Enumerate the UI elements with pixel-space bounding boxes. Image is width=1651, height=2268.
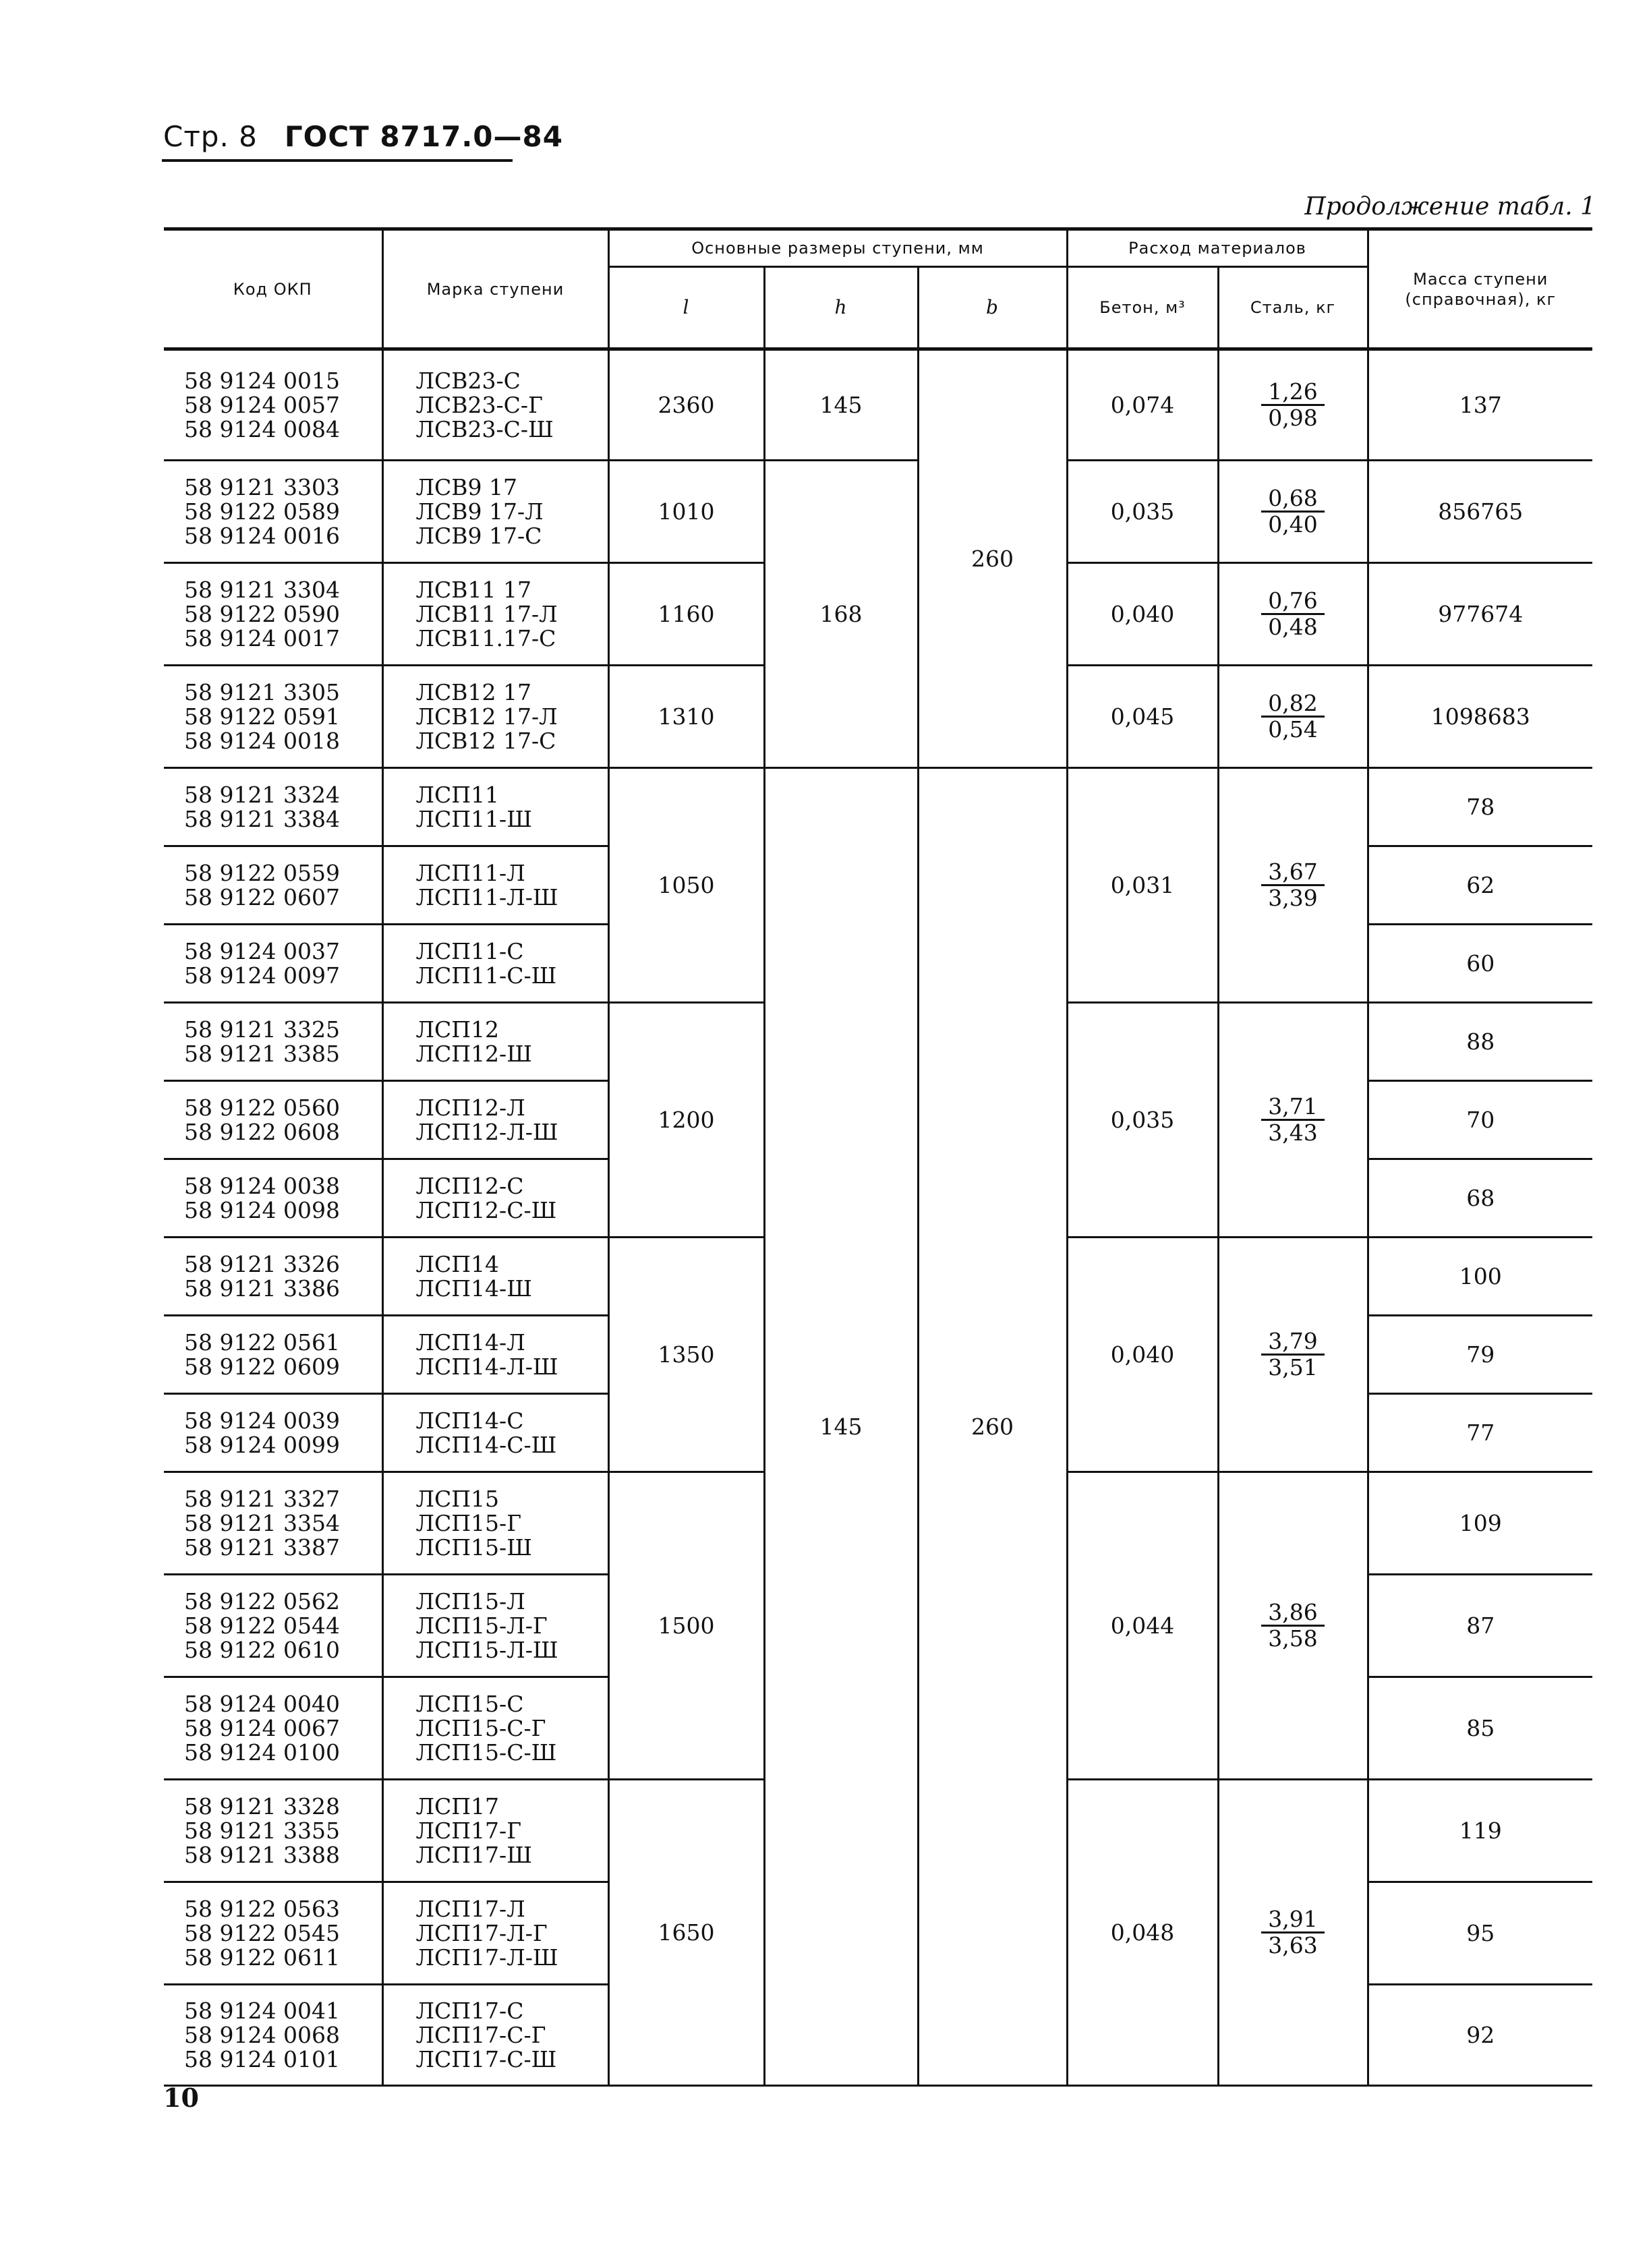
mass-cell: [1368, 349, 1592, 461]
step-mark: ЛСП17-С-Ш: [415, 2045, 557, 2072]
mass-cell: [1368, 1081, 1592, 1159]
okp-code: 58 9124 0099: [184, 1431, 340, 1458]
okp-code: 58 9122 0559: [184, 859, 340, 886]
step-mark: ЛСП12: [415, 1016, 500, 1043]
okp-code: 58 9122 0545: [184, 1919, 340, 1946]
step-mark-cell: [382, 1238, 608, 1316]
steel-fraction: [1261, 589, 1324, 639]
okp-code-cell: [164, 1985, 382, 2086]
header-dim-h: h: [764, 267, 918, 349]
okp-code: 58 9121 3386: [184, 1275, 340, 1302]
concrete-cell-value: 0,044: [1110, 1612, 1175, 1639]
mass-value: 85: [1438, 498, 1467, 525]
step-mark: ЛСП11-Л: [415, 859, 525, 886]
mass-cell: [1368, 925, 1592, 1003]
dim-b-cell-value: 260: [971, 1413, 1014, 1440]
concrete-cell: [1067, 461, 1218, 563]
header-main-dimensions: Основные размеры ступени, мм: [608, 229, 1067, 267]
okp-code: 58 9124 0018: [184, 727, 340, 754]
okp-code: 58 9121 3385: [184, 1040, 340, 1067]
mass-cell: [1368, 1159, 1592, 1238]
mass-value: 88: [1466, 1028, 1495, 1055]
mass-value: 76: [1466, 600, 1495, 627]
steel-cell: [1218, 1472, 1368, 1780]
okp-code: 58 9121 3326: [184, 1250, 340, 1277]
step-mark: ЛСВ12 17-С: [415, 727, 556, 754]
step-mark: ЛСП17-Ш: [415, 1841, 532, 1868]
table-row: [164, 461, 1592, 563]
okp-code: 58 9124 0100: [184, 1739, 340, 1766]
step-mark: ЛСП14-Ш: [415, 1275, 532, 1302]
okp-code-cell: [164, 563, 382, 666]
steel-numerator: 3,71: [1261, 1095, 1324, 1121]
mass-cell: [1368, 1780, 1592, 1882]
concrete-cell: [1067, 1003, 1218, 1238]
okp-code: 58 9124 0039: [184, 1407, 340, 1434]
okp-code: 58 9122 0590: [184, 600, 340, 627]
okp-code: 58 9122 0607: [184, 883, 340, 910]
step-mark: ЛСП15-Г: [415, 1509, 522, 1536]
okp-code: 58 9122 0563: [184, 1895, 340, 1922]
okp-code-cell: [164, 349, 382, 461]
okp-code-cell: [164, 1159, 382, 1238]
okp-code: 58 9124 0015: [184, 367, 340, 394]
step-mark: ЛСП17-Г: [415, 1817, 522, 1844]
step-mark-cell: [382, 1316, 608, 1394]
mass-value: 65: [1495, 498, 1524, 525]
steel-numerator: 3,91: [1261, 1907, 1324, 1933]
mass-value: 109: [1430, 703, 1474, 730]
okp-code: 58 9121 3355: [184, 1817, 340, 1844]
okp-code: 58 9124 0084: [184, 415, 340, 442]
dim-l-cell-value: 2360: [658, 391, 715, 418]
table-body: [164, 349, 1592, 2086]
concrete-cell: [1067, 768, 1218, 1003]
step-mark-cell: [382, 349, 608, 461]
step-mark-cell: [382, 846, 608, 925]
header-rule: [162, 159, 513, 162]
steel-fraction: [1261, 1329, 1324, 1380]
step-mark-cell: [382, 1159, 608, 1238]
mass-cell: [1368, 1238, 1592, 1316]
header-step-mark: Марка ступени: [382, 229, 608, 349]
mass-value: 109: [1459, 1509, 1502, 1536]
step-mark: ЛСВ11 17: [415, 576, 532, 603]
mass-cell: [1368, 461, 1592, 563]
mass-cell: [1368, 1882, 1592, 1985]
okp-code: 58 9122 0561: [184, 1329, 340, 1356]
step-mark: ЛСП17-Л: [415, 1895, 525, 1922]
mass-value: 74: [1495, 600, 1524, 627]
mass-cell: [1368, 1677, 1592, 1780]
step-mark: ЛСП11: [415, 781, 500, 808]
okp-code: 58 9121 3388: [184, 1841, 340, 1868]
dim-b-cell: [918, 768, 1067, 2086]
step-mark-cell: [382, 1575, 608, 1677]
step-mark-cell: [382, 1780, 608, 1882]
dim-h-cell-value: 145: [819, 1413, 863, 1440]
header-mass: Масса ступени (справочная), кг: [1368, 229, 1592, 349]
steel-numerator: 3,86: [1261, 1600, 1324, 1627]
dim-l-cell: [608, 349, 764, 461]
okp-code: 58 9122 0560: [184, 1094, 340, 1121]
dim-l-cell-value: 1160: [658, 600, 715, 627]
step-mark: ЛСП15-Л: [415, 1588, 525, 1615]
steel-numerator: 0,82: [1261, 691, 1324, 718]
okp-code: 58 9122 0544: [184, 1612, 340, 1639]
step-mark: ЛСВ9 17-С: [415, 522, 542, 549]
step-mark: ЛСП11-С-Ш: [415, 962, 557, 989]
steel-cell: [1218, 1780, 1368, 2086]
dim-l-cell: [608, 666, 764, 768]
step-mark: ЛСП11-Ш: [415, 805, 532, 832]
step-mark-cell: [382, 1003, 608, 1081]
step-mark: ЛСП12-Л: [415, 1094, 525, 1121]
step-mark: ЛСП14-С-Ш: [415, 1431, 557, 1458]
mass-cell: [1368, 1985, 1592, 2086]
step-mark-cell: [382, 1472, 608, 1575]
table-row: [164, 349, 1592, 461]
okp-code: 58 9121 3305: [184, 678, 340, 705]
okp-code: 58 9121 3384: [184, 805, 340, 832]
concrete-cell-value: 0,035: [1110, 498, 1175, 525]
step-mark: ЛСП11-Л-Ш: [415, 883, 558, 910]
steel-numerator: 1,26: [1261, 380, 1324, 406]
steel-denominator: 3,39: [1268, 885, 1318, 911]
mass-cell: [1368, 563, 1592, 666]
step-mark-cell: [382, 1882, 608, 1985]
concrete-cell: [1067, 1780, 1218, 2086]
dim-b-cell-value: 260: [971, 545, 1014, 572]
steel-denominator: 0,48: [1268, 614, 1318, 640]
concrete-cell: [1067, 349, 1218, 461]
mass-value: 67: [1466, 498, 1495, 525]
step-mark: ЛСВ11.17-С: [415, 624, 556, 651]
mass-value: 60: [1466, 950, 1495, 977]
steel-denominator: 3,43: [1268, 1120, 1318, 1146]
mass-value: 70: [1466, 1106, 1495, 1133]
okp-code-cell: [164, 846, 382, 925]
okp-code: 58 9121 3328: [184, 1793, 340, 1820]
okp-code: 58 9121 3303: [184, 473, 340, 500]
okp-code-cell: [164, 1003, 382, 1081]
okp-code-cell: [164, 1081, 382, 1159]
steel-numerator: 3,67: [1261, 860, 1324, 886]
okp-code: 58 9124 0037: [184, 937, 340, 964]
okp-code-cell: [164, 666, 382, 768]
mass-value: 85: [1466, 1714, 1495, 1741]
step-mark: ЛСВ11 17-Л: [415, 600, 558, 627]
okp-code-cell: [164, 1677, 382, 1780]
step-mark: ЛСП15-Ш: [415, 1534, 532, 1561]
mass-value: 68: [1466, 1184, 1495, 1211]
step-mark: ЛСП17-С-Г: [415, 2021, 546, 2048]
document-number: ГОСТ 8717.0—84: [284, 120, 563, 153]
mass-value: 92: [1466, 2021, 1495, 2048]
step-mark: ЛСП15-Л-Г: [415, 1612, 548, 1639]
mass-value: 137: [1459, 391, 1502, 418]
step-mark: ЛСВ23-С-Ш: [415, 415, 554, 442]
step-mark: ЛСВ12 17: [415, 678, 532, 705]
concrete-cell-value: 0,045: [1110, 703, 1175, 730]
dim-l-cell: [608, 1472, 764, 1780]
dim-b-cell: [918, 349, 1067, 768]
step-mark-cell: [382, 925, 608, 1003]
steel-fraction: [1261, 486, 1324, 537]
step-mark: ЛСП14: [415, 1250, 500, 1277]
steel-cell: [1218, 349, 1368, 461]
okp-code-cell: [164, 1472, 382, 1575]
steel-fraction: [1261, 860, 1324, 910]
dim-l-cell: [608, 563, 764, 666]
steel-denominator: 0,98: [1268, 405, 1318, 431]
mass-cell: [1368, 1316, 1592, 1394]
step-mark: ЛСВ12 17-Л: [415, 703, 558, 730]
step-mark: ЛСП15-С-Ш: [415, 1739, 557, 1766]
header-dim-l: l: [608, 267, 764, 349]
step-mark: ЛСВ23-С-Г: [415, 391, 543, 418]
mass-cell: [1368, 1472, 1592, 1575]
page-header: [163, 120, 563, 153]
mass-cell: [1368, 1003, 1592, 1081]
concrete-cell: [1067, 563, 1218, 666]
dim-h-cell: [764, 461, 918, 768]
step-mark: ЛСП12-С: [415, 1172, 524, 1199]
steel-fraction: [1261, 691, 1324, 742]
step-mark: ЛСП17-Л-Ш: [415, 1944, 558, 1971]
concrete-cell-value: 0,040: [1110, 600, 1175, 627]
step-mark-cell: [382, 1985, 608, 2086]
table-row: [164, 768, 1592, 846]
step-mark: ЛСП17-С: [415, 1997, 524, 2024]
mass-value: 77: [1466, 1419, 1495, 1446]
okp-code: 58 9121 3325: [184, 1016, 340, 1043]
step-mark-cell: [382, 1081, 608, 1159]
okp-code-cell: [164, 1316, 382, 1394]
okp-code: 58 9124 0067: [184, 1714, 340, 1741]
steel-cell: [1218, 563, 1368, 666]
okp-code: 58 9122 0562: [184, 1588, 340, 1615]
mass-value: 79: [1466, 1341, 1495, 1368]
steel-cell: [1218, 1003, 1368, 1238]
header-okp-code: Код ОКП: [164, 229, 382, 349]
page-label: Стр. 8: [163, 120, 258, 153]
mass-value: 78: [1466, 793, 1495, 820]
dim-l-cell: [608, 461, 764, 563]
concrete-cell-value: 0,031: [1110, 871, 1175, 898]
step-mark-cell: [382, 1677, 608, 1780]
step-mark: ЛСВ23-С: [415, 367, 521, 394]
okp-code: 58 9124 0098: [184, 1196, 340, 1223]
okp-code-cell: [164, 1575, 382, 1677]
mass-cell: [1368, 666, 1592, 768]
mass-cell: [1368, 768, 1592, 846]
step-mark-cell: [382, 563, 608, 666]
steel-fraction: [1261, 1095, 1324, 1145]
step-mark: ЛСП12-Л-Ш: [415, 1118, 558, 1145]
step-mark: ЛСВ9 17-Л: [415, 498, 544, 525]
steel-cell: [1218, 768, 1368, 1003]
okp-code: 58 9124 0038: [184, 1172, 340, 1199]
dim-l-cell: [608, 1780, 764, 2086]
okp-code-cell: [164, 461, 382, 563]
mass-value: 87: [1466, 1612, 1495, 1639]
steel-cell: [1218, 666, 1368, 768]
step-mark: ЛСП14-Л: [415, 1329, 525, 1356]
step-mark: ЛСП17-Л-Г: [415, 1919, 548, 1946]
mass-value: 62: [1466, 871, 1495, 898]
steel-fraction: [1261, 1907, 1324, 1958]
okp-code-cell: [164, 1238, 382, 1316]
mass-value: 97: [1438, 600, 1467, 627]
header-steel: Сталь, кг: [1218, 267, 1368, 349]
steel-denominator: 3,58: [1268, 1625, 1318, 1652]
okp-code-cell: [164, 925, 382, 1003]
okp-code: 58 9124 0041: [184, 1997, 340, 2024]
step-mark: ЛСП15-С-Г: [415, 1714, 546, 1741]
header-concrete: Бетон, м³: [1067, 267, 1218, 349]
step-mark-cell: [382, 768, 608, 846]
okp-code: 58 9124 0040: [184, 1690, 340, 1717]
mass-value: 100: [1459, 1262, 1502, 1289]
concrete-cell-value: 0,035: [1110, 1106, 1175, 1133]
okp-code: 58 9122 0610: [184, 1636, 340, 1663]
okp-code: 58 9122 0589: [184, 498, 340, 525]
steel-numerator: 3,79: [1261, 1329, 1324, 1356]
mass-value: 86: [1473, 703, 1502, 730]
okp-code: 58 9121 3324: [184, 781, 340, 808]
okp-code: 58 9122 0591: [184, 703, 340, 730]
step-mark: ЛСП17: [415, 1793, 500, 1820]
step-mark: ЛСП15: [415, 1485, 500, 1512]
mass-cell: [1368, 1394, 1592, 1472]
dim-l-cell: [608, 768, 764, 1003]
dim-l-cell: [608, 1238, 764, 1472]
step-mark: ЛСП12-Ш: [415, 1040, 532, 1067]
steel-denominator: 3,63: [1268, 1932, 1318, 1958]
dim-l-cell-value: 1500: [658, 1612, 715, 1639]
okp-code: 58 9121 3327: [184, 1485, 340, 1512]
steel-denominator: 0,40: [1268, 511, 1318, 537]
step-mark: ЛСВ9 17: [415, 473, 518, 500]
steel-numerator: 0,68: [1261, 486, 1324, 513]
steel-fraction: [1261, 1600, 1324, 1651]
steel-denominator: 3,51: [1268, 1354, 1318, 1380]
step-mark: ЛСП15-С: [415, 1690, 524, 1717]
okp-code-cell: [164, 1882, 382, 1985]
mass-value: 83: [1501, 703, 1530, 730]
page-number: 10: [163, 2083, 199, 2113]
steel-fraction: [1261, 380, 1324, 430]
okp-code: 58 9124 0068: [184, 2021, 340, 2048]
okp-code-cell: [164, 768, 382, 846]
step-mark: ЛСП12-С-Ш: [415, 1196, 557, 1223]
okp-code: 58 9124 0101: [184, 2045, 340, 2072]
okp-code-cell: [164, 1780, 382, 1882]
okp-code: 58 9124 0016: [184, 522, 340, 549]
okp-code: 58 9121 3354: [184, 1509, 340, 1536]
steel-cell: [1218, 1238, 1368, 1472]
dim-l-cell-value: 1350: [658, 1341, 715, 1368]
okp-code: 58 9124 0097: [184, 962, 340, 989]
okp-code: 58 9122 0611: [184, 1944, 340, 1971]
step-mark: ЛСП14-Л-Ш: [415, 1353, 558, 1380]
concrete-cell: [1067, 1472, 1218, 1780]
okp-code-cell: [164, 1394, 382, 1472]
concrete-cell: [1067, 666, 1218, 768]
concrete-cell-value: 0,074: [1110, 391, 1175, 418]
steel-numerator: 0,76: [1261, 589, 1324, 615]
dim-l-cell-value: 1010: [658, 498, 715, 525]
header-dim-b: b: [918, 267, 1067, 349]
okp-code: 58 9122 0609: [184, 1353, 340, 1380]
dim-l-cell-value: 1050: [658, 871, 715, 898]
mass-value: 95: [1466, 1919, 1495, 1946]
step-mark: ЛСП15-Л-Ш: [415, 1636, 558, 1663]
okp-code: 58 9124 0057: [184, 391, 340, 418]
dim-l-cell-value: 1200: [658, 1106, 715, 1133]
step-mark-cell: [382, 666, 608, 768]
header-materials: Расход материалов: [1067, 229, 1368, 267]
dim-l-cell-value: 1310: [658, 703, 715, 730]
dim-h-cell: [764, 768, 918, 2086]
dim-l-cell: [608, 1003, 764, 1238]
concrete-cell-value: 0,040: [1110, 1341, 1175, 1368]
steel-denominator: 0,54: [1268, 716, 1318, 743]
okp-code: 58 9121 3304: [184, 576, 340, 603]
okp-code: 58 9124 0017: [184, 624, 340, 651]
dim-h-cell-value: 168: [819, 600, 863, 627]
dim-h-cell: [764, 349, 918, 461]
steel-cell: [1218, 461, 1368, 563]
concrete-cell-value: 0,048: [1110, 1919, 1175, 1946]
dim-h-cell-value: 145: [819, 391, 863, 418]
okp-code: 58 9121 3387: [184, 1534, 340, 1561]
table-continuation-label: Продолжение табл. 1: [1304, 193, 1596, 221]
step-mark: ЛСП11-С: [415, 937, 524, 964]
step-mark-cell: [382, 461, 608, 563]
step-mark-cell: [382, 1394, 608, 1472]
mass-cell: [1368, 846, 1592, 925]
concrete-cell: [1067, 1238, 1218, 1472]
step-mark: ЛСП14-С: [415, 1407, 524, 1434]
steps-table: [164, 227, 1592, 2087]
mass-cell: [1368, 1575, 1592, 1677]
mass-value: 119: [1459, 1817, 1502, 1844]
okp-code: 58 9122 0608: [184, 1118, 340, 1145]
dim-l-cell-value: 1650: [658, 1919, 715, 1946]
